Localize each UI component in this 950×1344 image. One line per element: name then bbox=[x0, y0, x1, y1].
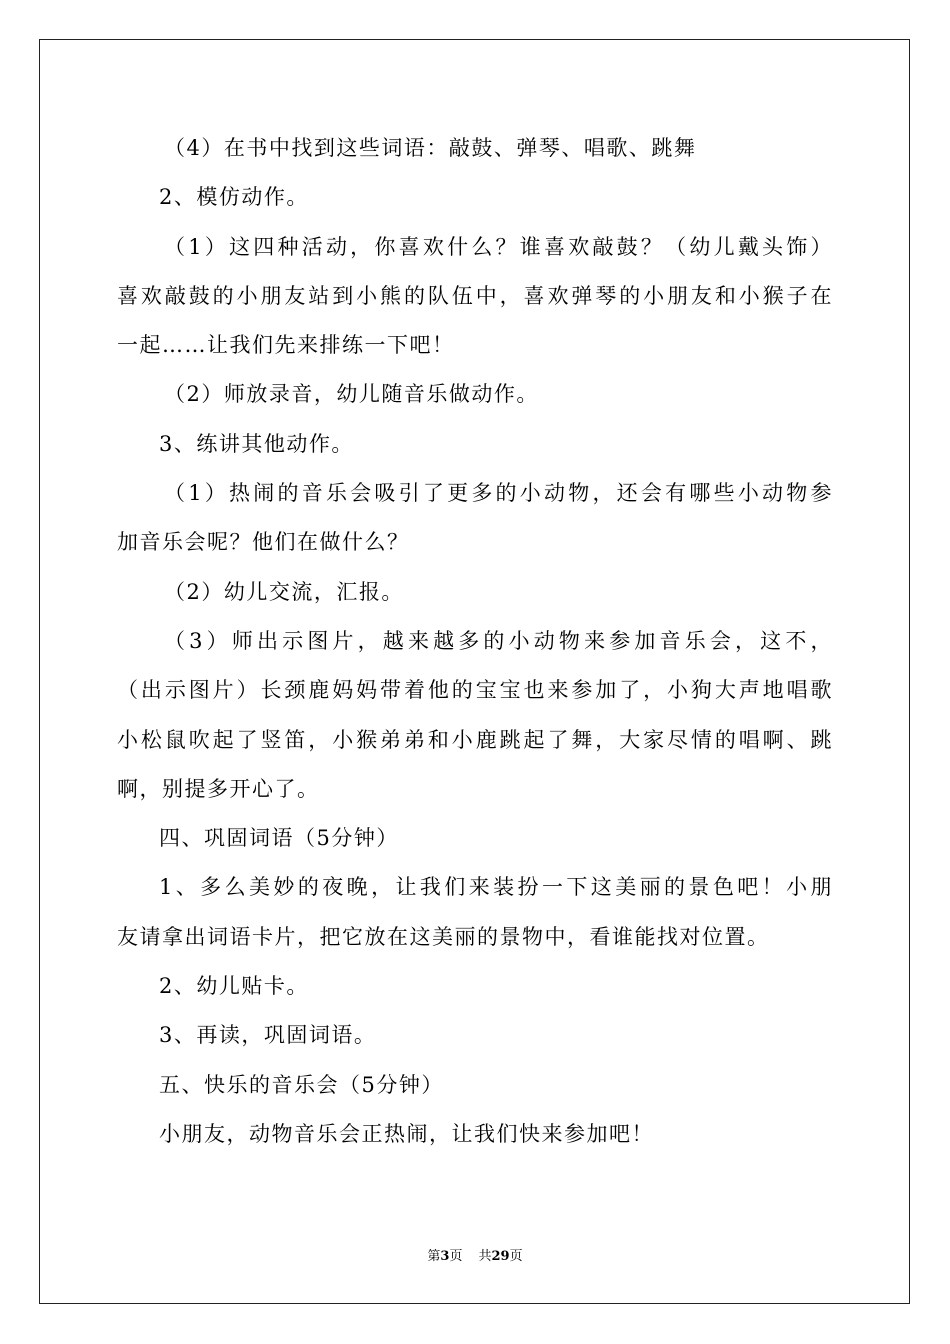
page-number: 3 bbox=[440, 1249, 450, 1264]
page-footer bbox=[0, 1245, 950, 1264]
paragraph-line: 3、再读，巩固词语。 bbox=[159, 1023, 377, 1048]
paragraph-line: 小朋友，动物音乐会正热闹，让我们快来参加吧！ bbox=[159, 1121, 654, 1146]
total-prefix: 共 bbox=[478, 1249, 492, 1264]
page-prefix: 第 bbox=[427, 1249, 441, 1264]
paragraph-line: （3）师出示图片，越来越多的小动物来参加音乐会，这不， bbox=[164, 628, 833, 653]
paragraph-line: 啊，别提多开心了。 bbox=[117, 776, 320, 801]
paragraph-line: 1、多么美妙的夜晚，让我们来装扮一下这美丽的景色吧！小朋 bbox=[159, 875, 833, 900]
paragraph-line: 一起……让我们先来排练一下吧！ bbox=[117, 333, 455, 358]
paragraph-line: （2）幼儿交流，汇报。 bbox=[164, 579, 404, 604]
paragraph-line: （1）热闹的音乐会吸引了更多的小动物，还会有哪些小动物参 bbox=[164, 481, 833, 506]
paragraph-line: （出示图片）长颈鹿妈妈带着他的宝宝也来参加了，小狗大声地唱歌 bbox=[117, 678, 833, 703]
paragraph-line: 小松鼠吹起了竖笛，小猴弟弟和小鹿跳起了舞，大家尽情的唱啊、跳 bbox=[117, 727, 833, 752]
paragraph-line: 2、模仿动作。 bbox=[159, 185, 309, 210]
paragraph-line: （1）这四种活动，你喜欢什么？谁喜欢敲鼓？（幼儿戴头饰） bbox=[164, 234, 833, 259]
total-suffix: 页 bbox=[509, 1249, 523, 1264]
paragraph-line: 友请拿出词语卡片，把它放在这美丽的景物中，看谁能找对位置。 bbox=[117, 924, 770, 949]
paragraph-line: 2、幼儿贴卡。 bbox=[159, 974, 309, 999]
page-suffix: 页 bbox=[449, 1249, 463, 1264]
document-body bbox=[117, 124, 833, 1159]
paragraph-line: （4）在书中找到这些词语：敲鼓、弹琴、唱歌、跳舞 bbox=[164, 136, 697, 160]
paragraph-line: （2）师放录音，幼儿随音乐做动作。 bbox=[164, 382, 539, 407]
paragraph-line: 喜欢敲鼓的小朋友站到小熊的队伍中，喜欢弹琴的小朋友和小猴子在 bbox=[117, 283, 833, 308]
section-heading: 五、快乐的音乐会（5分钟） bbox=[159, 1072, 444, 1097]
section-heading: 四、巩固词语（5分钟） bbox=[159, 826, 399, 851]
paragraph-line: 3、练讲其他动作。 bbox=[159, 431, 354, 456]
paragraph-line: 加音乐会呢？他们在做什么？ bbox=[117, 530, 410, 555]
total-pages: 29 bbox=[491, 1249, 510, 1264]
